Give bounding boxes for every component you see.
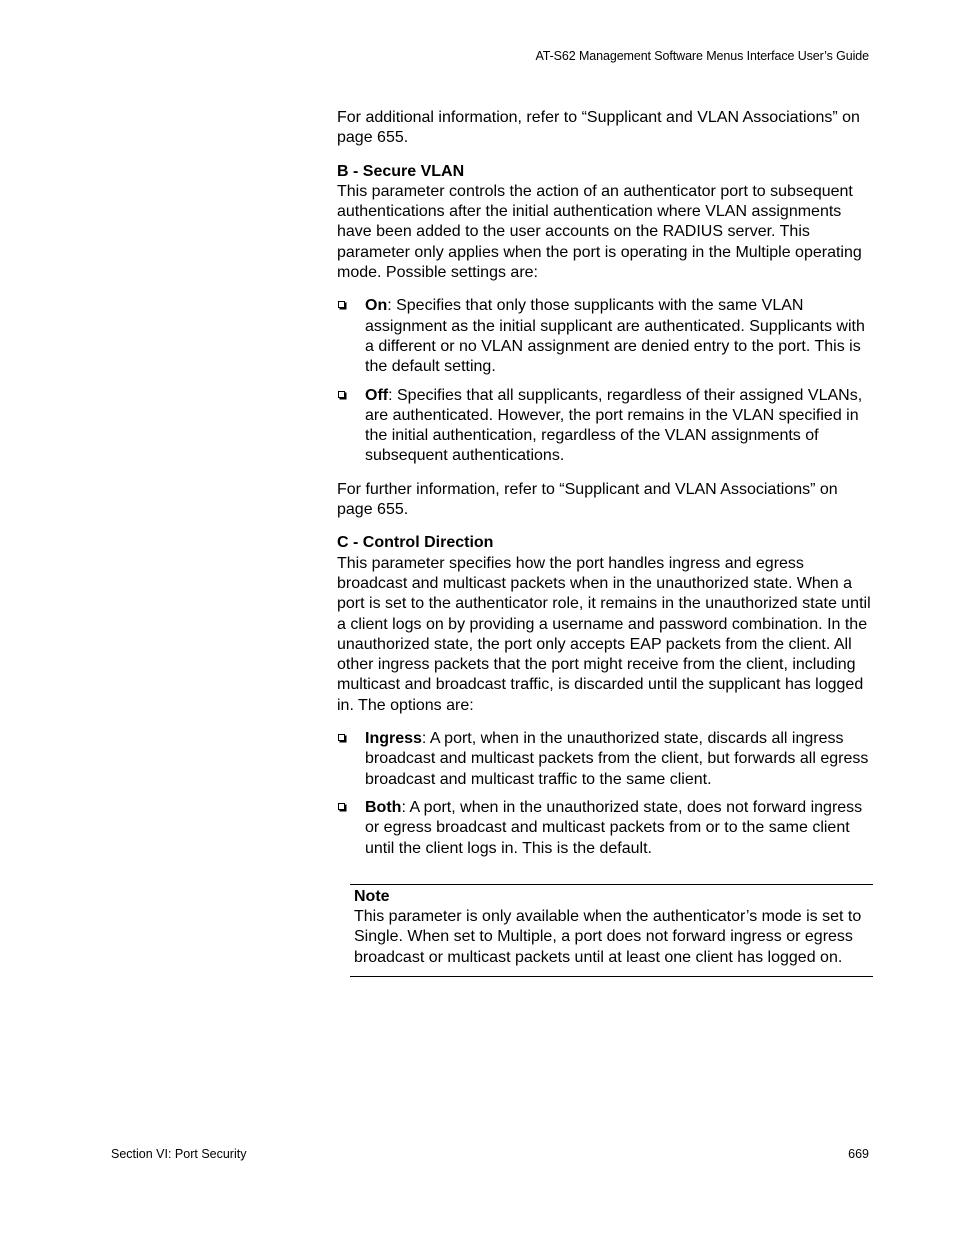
control-direction-heading: C - Control Direction (337, 534, 494, 552)
option-text: : A port, when in the unauthorized state, discards all ingress broadcast and multicast packets from the client, but forwards all egress broadcast and multicast traffic to the same client. (365, 730, 869, 788)
further-info-paragraph: For further information, refer to “Supplicant and VLAN Associations” on page 655. (337, 480, 838, 519)
list-item (337, 729, 873, 790)
checkbox-bullet-icon (338, 391, 345, 398)
note-text: This parameter is only available when the authenticator’s mode is set to Single. When set to Multiple, a port does not forward ingress or egress broadcast or multicast packets until at least one client has logged on. (354, 908, 862, 966)
intro-paragraph: For additional information, refer to “Supplicant and VLAN Associations” on page 655. (337, 109, 860, 147)
control-direction-description: This parameter specifies how the port handles ingress and egress broadcast and multicast packets when in the unauthorized state. When a port is set to the authenticator role, it remains in the unauthorized state until a client logs on by providing a username and password combination. In the unauthorized state, the port only accepts EAP packets from the client. All other ingress packets that the port might receive from the client, including multicast and broadcast traffic, is discarded until the supplicant has logged in. The options are: (337, 554, 871, 714)
secure-vlan-heading: B - Secure VLAN (337, 162, 465, 180)
page-content (337, 108, 873, 977)
control-direction-options (337, 729, 873, 859)
checkbox-bullet-icon (338, 301, 345, 308)
option-term: Both (365, 798, 402, 816)
option-term: Ingress (365, 730, 422, 748)
checkbox-bullet-icon (338, 803, 345, 810)
option-text: : Specifies that only those supplicants with the same VLAN assignment as the initial supplicant are authenticated. Supplicants with a different or no VLAN assignment are denied entry to the port. This is the default setting. (365, 297, 865, 376)
list-item (337, 296, 873, 377)
note-box (350, 884, 873, 977)
option-term: Off (365, 386, 389, 404)
secure-vlan-description: This parameter controls the action of an authenticator port to subsequent authentications after the initial authentication where VLAN assignments have been added to the user accounts on the RADIUS server. This parameter only applies when the port is operating in the Multiple operating mode. Possible settings are: (337, 182, 862, 282)
footer-section: Section VI: Port Security (111, 1147, 247, 1161)
note-title: Note (354, 887, 390, 905)
option-text: : A port, when in the unauthorized state, does not forward ingress or egress broadcast and multicast packets from or to the same client until the client logs in. This is the default. (365, 798, 863, 857)
page-number: 669 (848, 1147, 869, 1161)
secure-vlan-options (337, 296, 873, 466)
list-item (337, 798, 873, 859)
checkbox-bullet-icon (338, 734, 345, 741)
option-text: : Specifies that all supplicants, regardless of their assigned VLANs, are authenticated. However, the port remains in the VLAN specified in the initial authentication, regardless of the VLAN assignments of subsequent authentications. (365, 386, 863, 465)
option-term: On (365, 297, 388, 315)
list-item (337, 386, 873, 467)
running-header: AT-S62 Management Software Menus Interface User’s Guide (535, 49, 869, 63)
